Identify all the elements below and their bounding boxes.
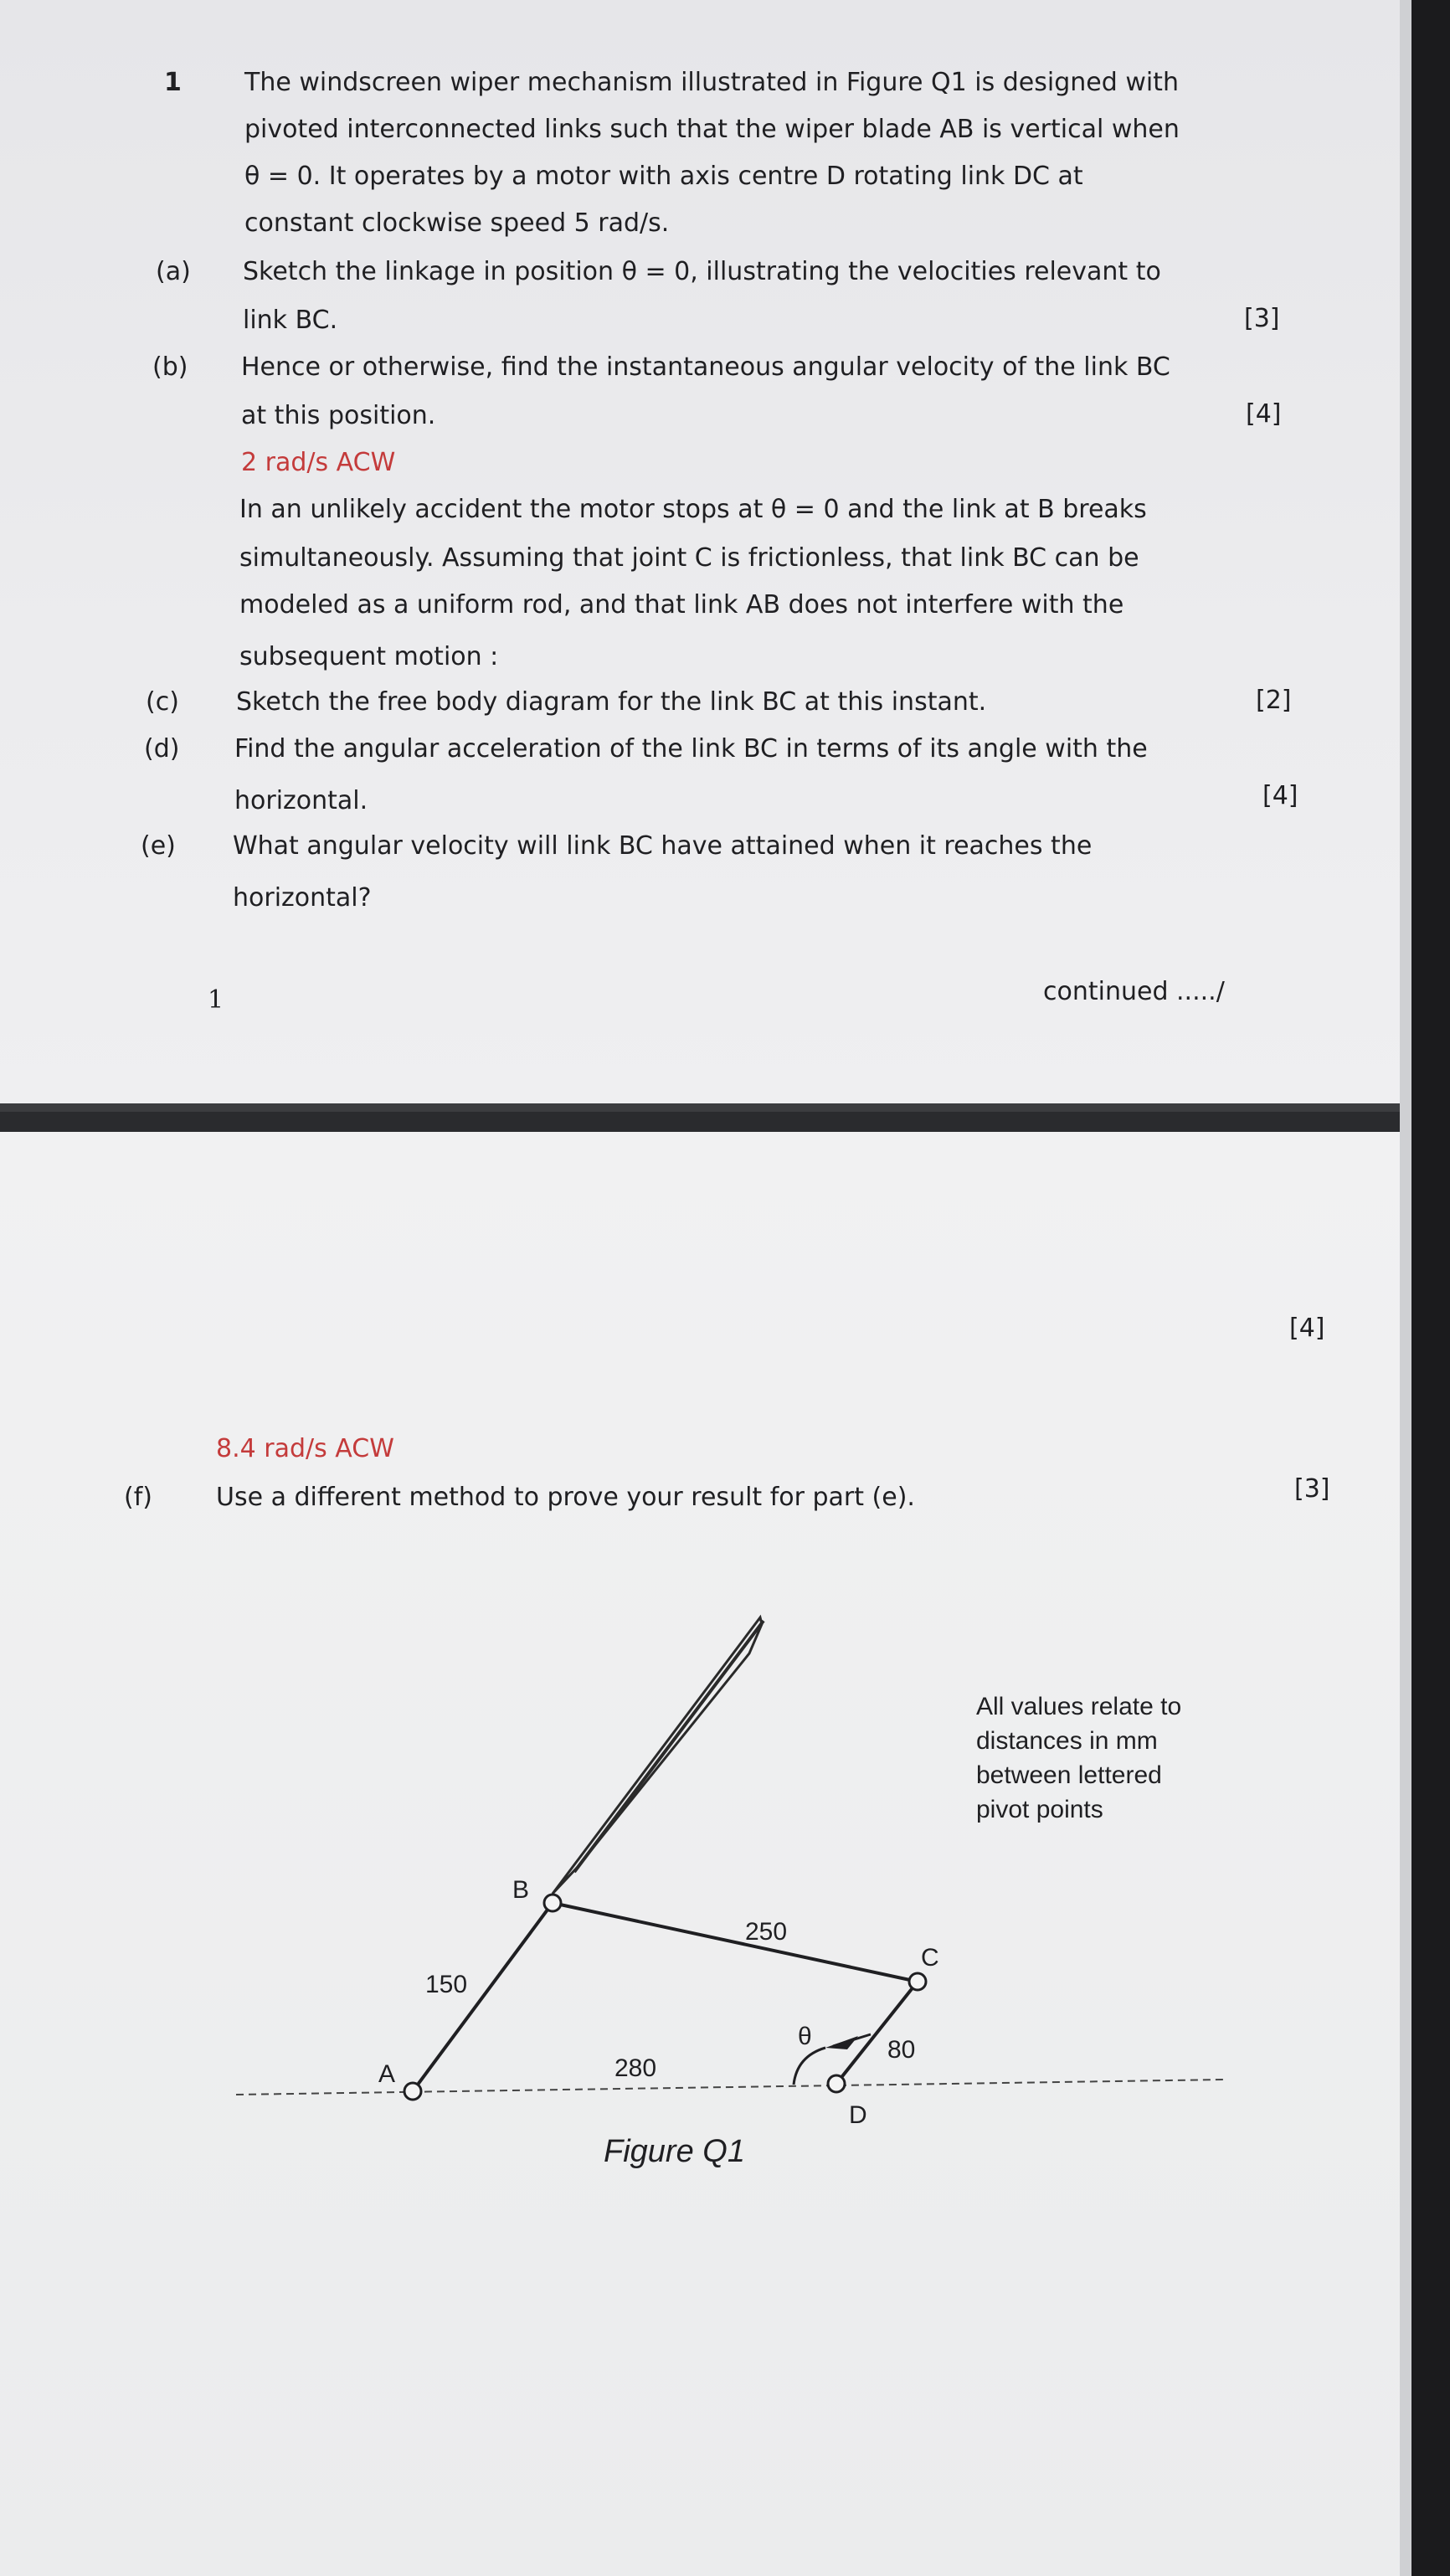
part-b-answer: 2 rad/s ACW xyxy=(241,448,396,477)
part-b-label: (b) xyxy=(152,352,188,382)
part-f-marks: [3] xyxy=(1294,1474,1330,1504)
figure-note-line-3: between lettered xyxy=(976,1761,1162,1789)
label-a: A xyxy=(378,2060,396,2088)
part-d-label: (d) xyxy=(144,734,180,764)
part-b-marks: [4] xyxy=(1246,399,1282,429)
theta-arrow-shaft xyxy=(833,2034,871,2046)
dim-dc: 80 xyxy=(887,2036,916,2064)
theta-label: θ xyxy=(798,2023,812,2050)
pivot-d xyxy=(828,2075,845,2092)
part-d-line-2: horizontal. xyxy=(234,786,368,815)
part-c-label: (c) xyxy=(146,687,179,717)
part-a-marks: [3] xyxy=(1244,304,1280,333)
intro-line-1: The windscreen wiper mechanism illustrated in Figure Q1 is designed with xyxy=(244,68,1179,97)
intro-line-2: pivoted interconnected links such that the wiper blade AB is vertical when xyxy=(244,115,1180,144)
dim-ab: 150 xyxy=(425,1971,468,1998)
pivot-a xyxy=(404,2083,421,2100)
figure-note-line-1: All values relate to xyxy=(976,1693,1182,1720)
continued-note: continued ...../ xyxy=(1043,977,1225,1006)
part-d-marks: [4] xyxy=(1262,781,1298,810)
question-number: 1 xyxy=(164,68,182,97)
label-d: D xyxy=(849,2101,867,2129)
part-f-label: (f) xyxy=(124,1483,152,1512)
part-e-line-1: What angular velocity will link BC have attained when it reaches the xyxy=(233,831,1093,861)
dim-bc: 250 xyxy=(745,1918,788,1946)
part-c-line-1: Sketch the free body diagram for the link BC at this instant. xyxy=(236,687,987,717)
dim-ad: 280 xyxy=(614,2054,657,2082)
theta-arc xyxy=(794,2048,825,2085)
label-c: C xyxy=(921,1944,939,1972)
scenario-line-3: modeled as a uniform rod, and that link AB does not interfere with the xyxy=(239,590,1124,620)
intro-line-4: constant clockwise speed 5 rad/s. xyxy=(244,208,670,238)
figure-note xyxy=(976,1689,1181,1827)
label-b: B xyxy=(512,1876,530,1904)
part-a-line-2: link BC. xyxy=(243,306,338,335)
scenario-line-1: In an unlikely accident the motor stops at θ = 0 and the link at B breaks xyxy=(239,495,1147,524)
part-f-line-1: Use a different method to prove your result for part (e). xyxy=(216,1483,915,1512)
page-number: 1 xyxy=(208,985,224,1015)
part-b-line-2: at this position. xyxy=(241,401,436,430)
part-e-marks: [4] xyxy=(1289,1314,1325,1343)
pivot-b xyxy=(544,1895,561,1911)
part-d-line-1: Find the angular acceleration of the link BC in terms of its angle with the xyxy=(234,734,1148,764)
part-e-line-2: horizontal? xyxy=(233,883,372,913)
link-dc xyxy=(836,1982,918,2084)
part-e-answer: 8.4 rad/s ACW xyxy=(216,1434,394,1463)
figure-note-line-4: pivot points xyxy=(976,1796,1103,1823)
part-a-label: (a) xyxy=(156,257,191,286)
intro-line-3: θ = 0. It operates by a motor with axis centre D rotating link DC at xyxy=(244,162,1083,191)
figure-note-line-2: distances in mm xyxy=(976,1727,1158,1755)
link-bc xyxy=(553,1903,918,1982)
part-b-line-1: Hence or otherwise, find the instantaneous angular velocity of the link BC xyxy=(241,352,1170,382)
part-e-label: (e) xyxy=(141,831,176,861)
pivot-c xyxy=(909,1973,926,1990)
scenario-line-2: simultaneously. Assuming that joint C is frictionless, that link BC can be xyxy=(239,543,1139,573)
scenario-line-4: subsequent motion : xyxy=(239,642,499,671)
figure-caption: Figure Q1 xyxy=(604,2134,745,2169)
wiper-blade-edge xyxy=(574,1621,764,1872)
part-c-marks: [2] xyxy=(1256,686,1292,715)
part-a-line-1: Sketch the linkage in position θ = 0, illustrating the velocities relevant to xyxy=(243,257,1161,286)
wiper-blade xyxy=(553,1617,762,1894)
